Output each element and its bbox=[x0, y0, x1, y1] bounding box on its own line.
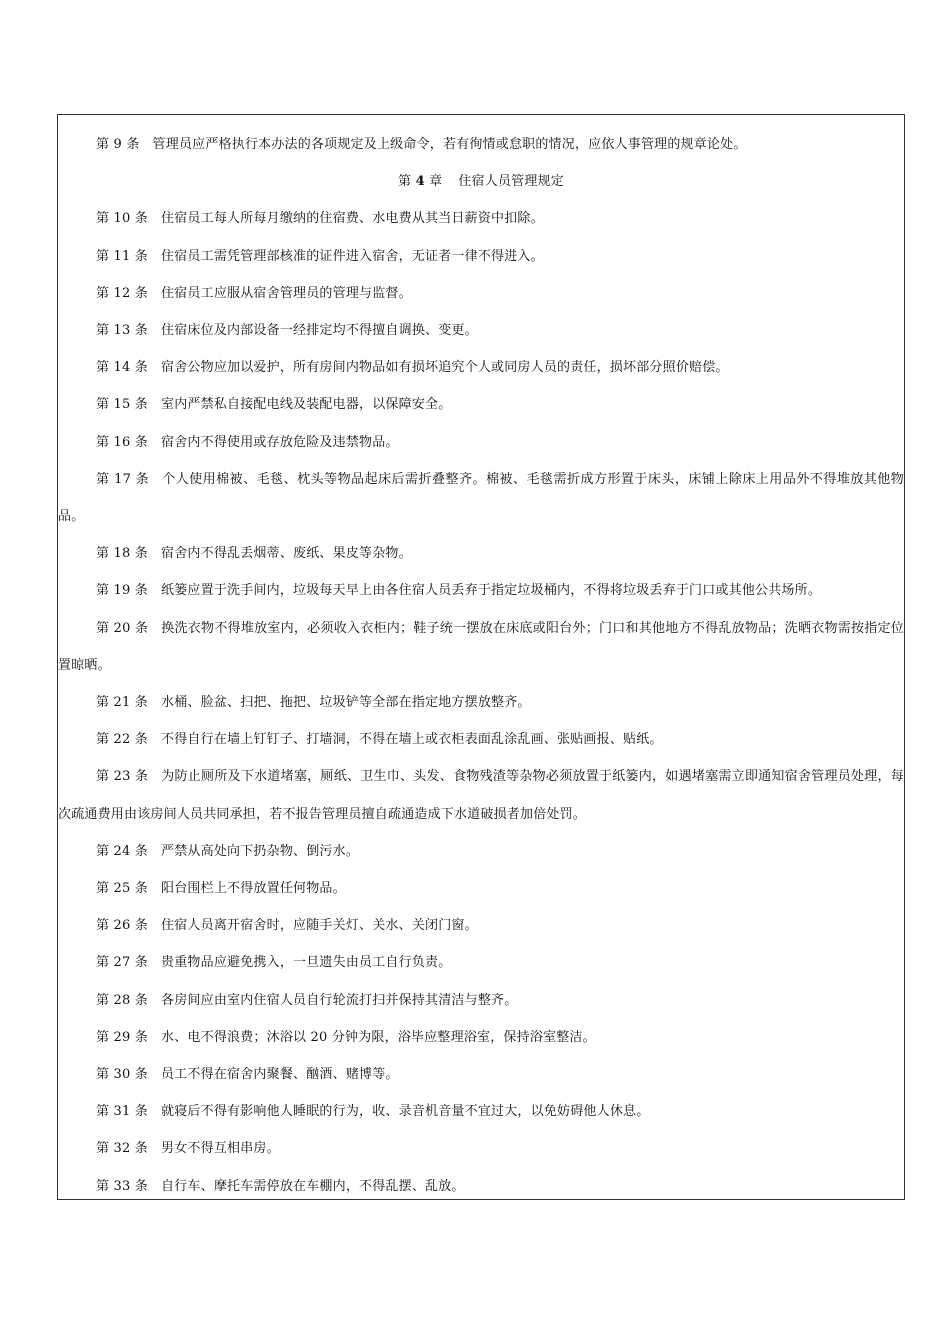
article-text: 阳台围栏上不得放置任何物品。 bbox=[161, 881, 346, 897]
article-text: 住宿员工应服从宿舍管理员的管理与监督。 bbox=[161, 285, 412, 301]
article-paragraph bbox=[58, 1056, 904, 1093]
article-paragraph bbox=[58, 275, 904, 312]
article-paragraph bbox=[58, 758, 904, 832]
article-number: 第 15 条 bbox=[96, 397, 149, 413]
article-text: 宿舍公物应加以爱护，所有房间内物品如有损坏追究个人或同房人员的责任，损坏部分照价赔偿。 bbox=[161, 360, 729, 376]
chapter-title: 住宿人员管理规定 bbox=[458, 174, 564, 190]
article-paragraph bbox=[58, 944, 904, 981]
article-number: 第 26 条 bbox=[96, 918, 149, 934]
article-number: 第 9 条 bbox=[96, 137, 140, 152]
article-number: 第 16 条 bbox=[96, 434, 149, 450]
article-paragraph bbox=[58, 461, 904, 535]
article-number: 第 33 条 bbox=[96, 1178, 149, 1194]
article-text: 住宿人员离开宿舍时，应随手关灯、关水、关闭门窗。 bbox=[161, 918, 478, 934]
chapter-number: 第 4 章 bbox=[398, 174, 443, 190]
article-paragraph bbox=[58, 572, 904, 609]
article-text: 纸篓应置于洗手间内，垃圾每天早上由各住宿人员丢弃于指定垃圾桶内，不得将垃圾丢弃于门口或其他公共场所。 bbox=[161, 583, 822, 599]
article-number: 第 27 条 bbox=[96, 955, 149, 971]
article-paragraph bbox=[58, 833, 904, 870]
article-number: 第 10 条 bbox=[96, 211, 149, 227]
article-paragraph bbox=[58, 982, 904, 1019]
article-number: 第 30 条 bbox=[96, 1067, 149, 1083]
article-number: 第 12 条 bbox=[96, 285, 149, 301]
article-paragraph bbox=[58, 1019, 904, 1056]
article-text: 男女不得互相串房。 bbox=[161, 1141, 280, 1157]
article-number: 第 32 条 bbox=[96, 1141, 149, 1157]
chapter-heading bbox=[58, 163, 904, 200]
article-text: 宿舍内不得乱丢烟蒂、废纸、果皮等杂物。 bbox=[161, 546, 412, 562]
article-paragraph bbox=[58, 238, 904, 275]
article-text: 换洗衣物不得堆放室内，必须收入衣柜内；鞋子统一摆放在床底或阳台外；门口和其他地方不得乱放物品；洗晒衣物需按指定位置晾晒。 bbox=[58, 620, 904, 673]
article-text: 室内严禁私自接配电线及装配电器，以保障安全。 bbox=[161, 397, 452, 413]
article-number: 第 28 条 bbox=[96, 992, 149, 1008]
article-paragraph bbox=[58, 1168, 904, 1205]
article-paragraph bbox=[58, 312, 904, 349]
article-text: 就寝后不得有影响他人睡眠的行为，收、录音机音量不宜过大，以免妨碍他人休息。 bbox=[161, 1104, 650, 1120]
article-paragraph bbox=[58, 907, 904, 944]
article-number: 第 14 条 bbox=[96, 360, 149, 376]
article-paragraph bbox=[58, 200, 904, 237]
article-text: 个人使用棉被、毛毯、枕头等物品起床后需折叠整齐。棉被、毛毯需折成方形置于床头，床铺上除床上用品外不得堆放其他物品。 bbox=[58, 471, 904, 525]
article-number: 第 17 条 bbox=[96, 471, 150, 487]
article-text: 管理员应严格执行本办法的各项规定及上级命令，若有徇情或怠职的情况，应依人事管理的规章论处。 bbox=[152, 137, 747, 152]
article-text: 自行车、摩托车需停放在车棚内，不得乱摆、乱放。 bbox=[161, 1178, 465, 1194]
article-number: 第 22 条 bbox=[96, 732, 149, 748]
article-number: 第 11 条 bbox=[96, 248, 149, 264]
article-number: 第 25 条 bbox=[96, 881, 149, 897]
article-number: 第 24 条 bbox=[96, 843, 149, 859]
article-paragraph bbox=[58, 1130, 904, 1167]
article-number: 第 20 条 bbox=[96, 620, 149, 636]
article-number: 第 31 条 bbox=[96, 1104, 149, 1120]
article-text: 住宿床位及内部设备一经排定均不得擅自调换、变更。 bbox=[161, 323, 478, 339]
article-text: 住宿员工每人所每月缴纳的住宿费、水电费从其当日薪资中扣除。 bbox=[161, 211, 544, 227]
article-text: 水、电不得浪费；沐浴以 20 分钟为限，浴毕应整理浴室，保持浴室整洁。 bbox=[161, 1029, 596, 1045]
article-text: 住宿员工需凭管理部核准的证件进入宿舍，无证者一律不得进入。 bbox=[161, 248, 544, 264]
article-number: 第 18 条 bbox=[96, 546, 149, 562]
article-number: 第 21 条 bbox=[96, 695, 149, 711]
article-paragraph bbox=[58, 610, 904, 684]
article-text: 宿舍内不得使用或存放危险及违禁物品。 bbox=[161, 434, 399, 450]
article-number: 第 23 条 bbox=[96, 769, 149, 785]
article-paragraph bbox=[58, 424, 904, 461]
article-paragraph bbox=[58, 386, 904, 423]
article-text: 为防止厕所及下水道堵塞，厕纸、卫生巾、头发、食物残渣等杂物必须放置于纸篓内，如遇堵塞需立即通知宿舍管理员处理，每次疏通费用由该房间人员共同承担，若不报告管理员擅自疏通造成下水道破损者加倍处罚。 bbox=[58, 769, 904, 822]
article-text: 各房间应由室内住宿人员自行轮流打扫并保持其清洁与整齐。 bbox=[161, 992, 518, 1008]
article-paragraph bbox=[58, 349, 904, 386]
article-text: 水桶、脸盆、扫把、拖把、垃圾铲等全部在指定地方摆放整齐。 bbox=[161, 695, 531, 711]
article-text: 贵重物品应避免携入，一旦遗失由员工自行负责。 bbox=[161, 955, 452, 971]
article-text: 不得自行在墙上钉钉子、打墙洞，不得在墙上或衣柜表面乱涂乱画、张贴画报、贴纸。 bbox=[161, 732, 663, 748]
article-paragraph bbox=[58, 126, 904, 163]
article-paragraph bbox=[58, 684, 904, 721]
article-paragraph bbox=[58, 1093, 904, 1130]
document-body bbox=[58, 126, 904, 1205]
article-text: 员工不得在宿舍内聚餐、酗酒、赌博等。 bbox=[161, 1067, 399, 1083]
article-number: 第 19 条 bbox=[96, 583, 149, 599]
article-number: 第 29 条 bbox=[96, 1029, 149, 1045]
article-paragraph bbox=[58, 721, 904, 758]
article-text: 严禁从高处向下扔杂物、倒污水。 bbox=[161, 843, 360, 859]
article-paragraph bbox=[58, 870, 904, 907]
article-number: 第 13 条 bbox=[96, 323, 149, 339]
article-paragraph bbox=[58, 535, 904, 572]
